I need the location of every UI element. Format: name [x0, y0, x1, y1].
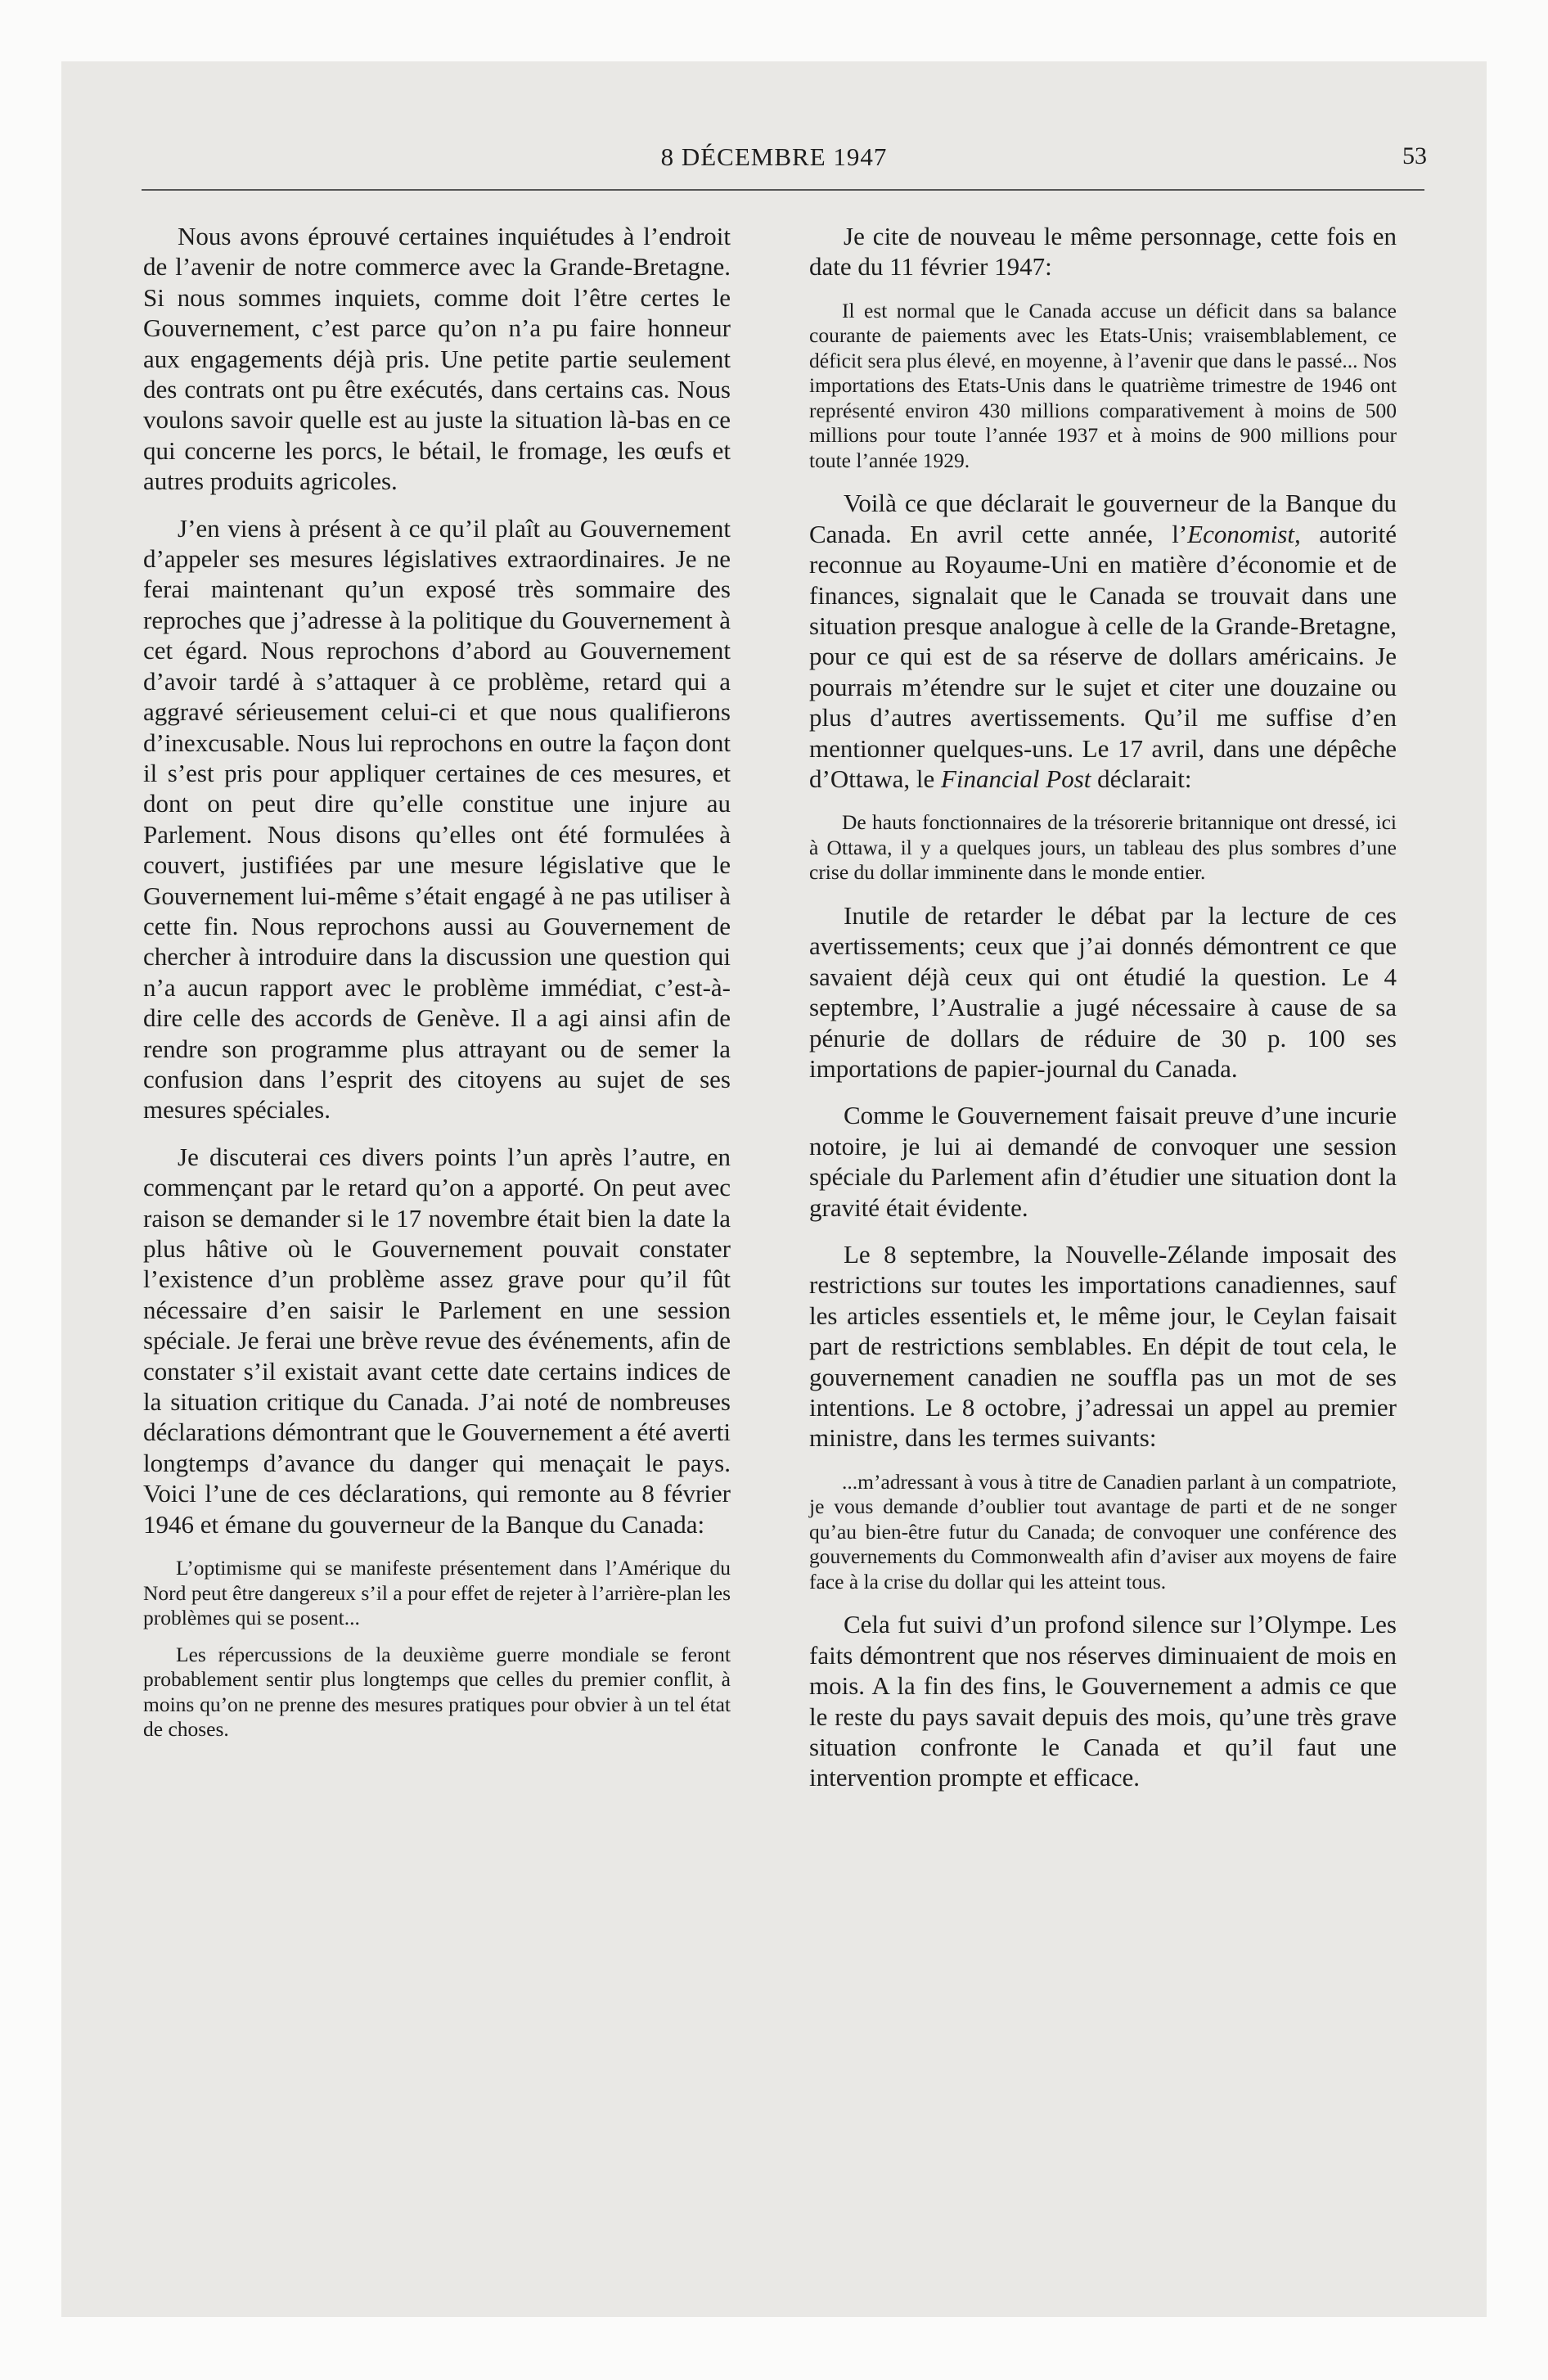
left-quote-2: Les répercussions de la deuxième guerre mondiale se feront probablement sentir plus longtemps que celles du premier conflit, à moins qu’on ne prenne des mesures pratiques pour obvier à un tel état de choses. — [143, 1642, 731, 1742]
left-quote-1: L’optimisme qui se manifeste présentement dans l’Amérique du Nord peut être dangereux s’il a pour effet de rejeter à l’arrière-plan les problèmes qui se posent... — [143, 1556, 731, 1630]
economist-title: Economist, — [1187, 519, 1301, 548]
page-header — [61, 142, 1487, 175]
right-paragraph-2-part-b: autorité reconnue au Royaume-Uni en matière d’économie et de finances, signalait que le Canada se trouvait dans une situation presque analogue à celle de la Grande-Bretagne, pour ce qui est de sa réserve de dollars américains. Je pourrais m’étendre sur le sujet et citer une douzaine ou plus d’autres avertissements. Qu’il me suffise d’en mentionner quelques-uns. Le 17 avril, dans une dépêche d’Ottawa, le — [809, 519, 1397, 793]
left-paragraph-1: Nous avons éprouvé certaines inquiétudes à l’endroit de l’avenir de notre commerce avec la Grande-Bretagne. Si nous sommes inquiets, comme doit l’être certes le Gouvernement, c’est parce qu’on n’a pu faire honneur aux engagements déjà pris. Une petite partie seulement des contrats ont pu être exécutés, dans certains cas. Nous voulons savoir quelle est au juste la situation là-bas en ce qui concerne les porcs, le bétail, le fromage, les œufs et autres produits agricoles. — [143, 222, 731, 496]
page-number: 53 — [1402, 142, 1427, 169]
left-column — [143, 221, 731, 1757]
right-paragraph-2-part-c: déclarait: — [1091, 764, 1192, 793]
right-column — [809, 221, 1397, 1810]
document-page — [61, 61, 1487, 2317]
right-paragraph-5: Le 8 septembre, la Nouvelle-Zélande imposait des restrictions sur toutes les importations canadiennes, sauf les articles essentiels et, le même jour, le Ceylan faisait part de restrictions semblables. En dépit de tout cela, le gouvernement canadien ne souffla pas un mot de ses intentions. Le 8 octobre, j’adressai un appel au premier ministre, dans les termes suivants: — [809, 1239, 1397, 1453]
right-quote-2: De hauts fonctionnaires de la trésorerie britannique ont dressé, ici à Ottawa, il y a quelques jours, un tableau des plus sombres d’une crise du dollar imminente dans le monde entier. — [809, 810, 1397, 885]
right-paragraph-2 — [809, 488, 1397, 794]
header-date: 8 DÉCEMBRE 1947 — [660, 142, 888, 171]
right-paragraph-3: Inutile de retarder le débat par la lecture de ces avertissements; ceux que j’ai donnés démontrent ce que savaient déjà ceux qui ont étudié la question. Le 4 septembre, l’Australie a jugé nécessaire à cause de sa pénurie de dollars de réduire de 30 p. 100 ses importations de papier-journal du Canada. — [809, 900, 1397, 1083]
financial-post-title: Financial Post — [940, 764, 1091, 793]
right-paragraph-2-part-a: Voilà ce que déclarait le gouverneur de la Banque du Canada. En avril cette année, l’ — [809, 489, 1397, 548]
right-quote-3: ...m’adressant à vous à titre de Canadien parlant à un compatriote, je vous demande d’oublier tout avantage de parti et de ne songer qu’au bien-être futur du Canada; de convoquer une conférence des gouvernements du Commonwealth afin d’aviser aux moyens de faire face à la crise du dollar qui les atteint tous. — [809, 1469, 1397, 1593]
left-paragraph-3: Je discuterai ces divers points l’un après l’autre, en commençant par le retard qu’on a apporté. On peut avec raison se demander si le 17 novembre était bien la date la plus hâtive où le Gouvernement pouvait constater l’existence d’un problème assez grave pour qu’il fût nécessaire d’en saisir le Parlement en une session spéciale. Je ferai une brève revue des événements, afin de constater s’il existait avant cette date certains indices de la situation critique du Canada. J’ai noté de nombreuses déclarations démontrant que le Gouvernement a été averti longtemps d’avance du danger qui menaçait le pays. Voici l’une de ces déclarations, qui remonte au 8 février 1946 et émane du gouverneur de la Banque du Canada: — [143, 1142, 731, 1539]
right-paragraph-6: Cela fut suivi d’un profond silence sur l’Olympe. Les faits démontrent que nos réserves diminuaient de mois en mois. A la fin des fins, le Gouvernement a admis ce que le reste du pays savait depuis des mois, qu’une très grave situation confronte le Canada et qu’il faut une intervention prompte et efficace. — [809, 1610, 1397, 1792]
left-paragraph-2: J’en viens à présent à ce qu’il plaît au Gouvernement d’appeler ses mesures législatives extraordinaires. Je ne ferai maintenant qu’un exposé très sommaire des reproches que j’adresse à la politique du Gouvernement à cet égard. Nous reprochons d’abord au Gouvernement d’avoir tardé à s’attaquer à ce problème, retard qui a aggravé sérieusement celui-ci et que nous qualifierons d’inexcusable. Nous lui reprochons en outre la façon dont il s’est pris pour appliquer certaines de ces mesures, et dont on peut dire qu’elle constitue une injure au Parlement. Nous disons qu’elles ont été formulées à couvert, justifiées par une mesure législative que le Gouvernement lui-même s’était engagé à ne pas utiliser à cette fin. Nous reprochons aussi au Gouvernement de chercher à introduire dans la discussion une question qui n’a aucun rapport avec le problème immédiat, c’est-à-dire celle des accords de Genève. Il a agi ainsi afin de rendre son programme plus attrayant ou de semer la confusion dans l’esprit des citoyens au sujet de ses mesures spéciales. — [143, 513, 731, 1125]
right-quote-1: Il est normal que le Canada accuse un déficit dans sa balance courante de paiements avec les Etats-Unis; vraisemblablement, ce déficit sera plus élevé, en moyenne, à l’avenir que dans le passé... Nos importations des Etats-Unis dans le quatrième trimestre de 1946 ont représenté environ 430 millions comparativement à moins de 500 millions pour toute l’année 1937 et à moins de 900 millions pour toute l’année 1929. — [809, 298, 1397, 472]
header-rule — [142, 189, 1424, 191]
right-paragraph-1: Je cite de nouveau le même personnage, cette fois en date du 11 février 1947: — [809, 222, 1397, 282]
right-paragraph-4: Comme le Gouvernement faisait preuve d’une incurie notoire, je lui ai demandé de convoquer une session spéciale du Parlement afin d’étudier une situation dont la gravité était évidente. — [809, 1101, 1397, 1222]
